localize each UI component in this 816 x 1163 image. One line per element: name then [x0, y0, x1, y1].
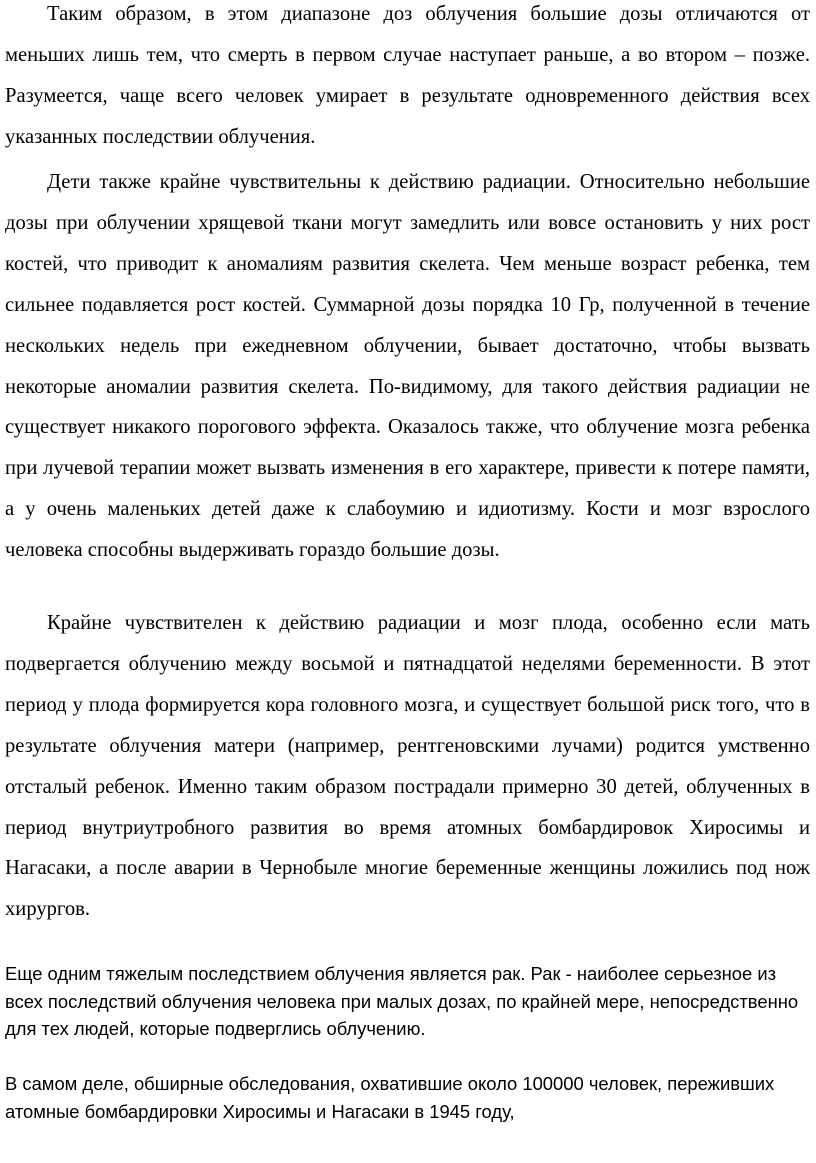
- paragraph-fetal-brain: Крайне чувствителен к действию радиации и мозг плода, особенно если мать подвергается облучению между восьмой и пятнадцатой неделями беременности. В этот период у плода формируется кора головного мозга, и существует большой риск того, что в результате облучения матери (например, рентгеновскими лучами) родится умственно отсталый ребенок. Именно таким образом пострадали примерно 30 детей, облученных в период внутриутробного развития во время атомных бомбардировок Хиросимы и Нагасаки, а после аварии в Чернобыле многие беременные женщины ложились под нож хирургов.: [5, 612, 810, 921]
- paragraph-cancer: Еще одним тяжелым последствием облучения является рак. Рак - наиболее серьезное из всех последствий облучения человека при малых дозах, по крайней мере, непосредственно для тех людей, которые подверглись облучению.: [5, 963, 799, 1039]
- paragraph-survey: В самом деле, обширные обследования, охватившие около 100000 человек, переживших атомные бомбардировки Хиросимы и Нагасаки в 1945 году,: [5, 1073, 775, 1122]
- paragraph-children-sensitivity: Дети также крайне чувствительны к действию радиации. Относительно небольшие дозы при облучении хрящевой ткани могут замедлить или вовсе остановить у них рост костей, что приводит к аномалиям развития скелета. Чем меньше возраст ребенка, тем сильнее подавляется рост костей. Суммарной дозы порядка 10 Гр, полученной в течение нескольких недель при ежедневном облучении, бывает достаточно, чтобы вызвать некоторые аномалии развития скелета. По-видимому, для такого действия радиации не существует никакого порогового эффекта. Оказалось также, что облучение мозга ребенка при лучевой терапии может вызвать изменения в его характере, привести к потере памяти, а у очень маленьких детей даже к слабоумию и идиотизму. Кости и мозг взрослого человека способны выдерживать гораздо большие дозы.: [5, 171, 810, 562]
- paragraph-radiation-doses: Таким образом, в этом диапазоне доз облучения большие дозы отличаются от меньших лишь тем, что смерть в первом случае наступает раньше, а во втором – позже. Разумеется, чаще всего человек умирает в результате одновременного действия всех указанных последствии облучения.: [5, 3, 810, 148]
